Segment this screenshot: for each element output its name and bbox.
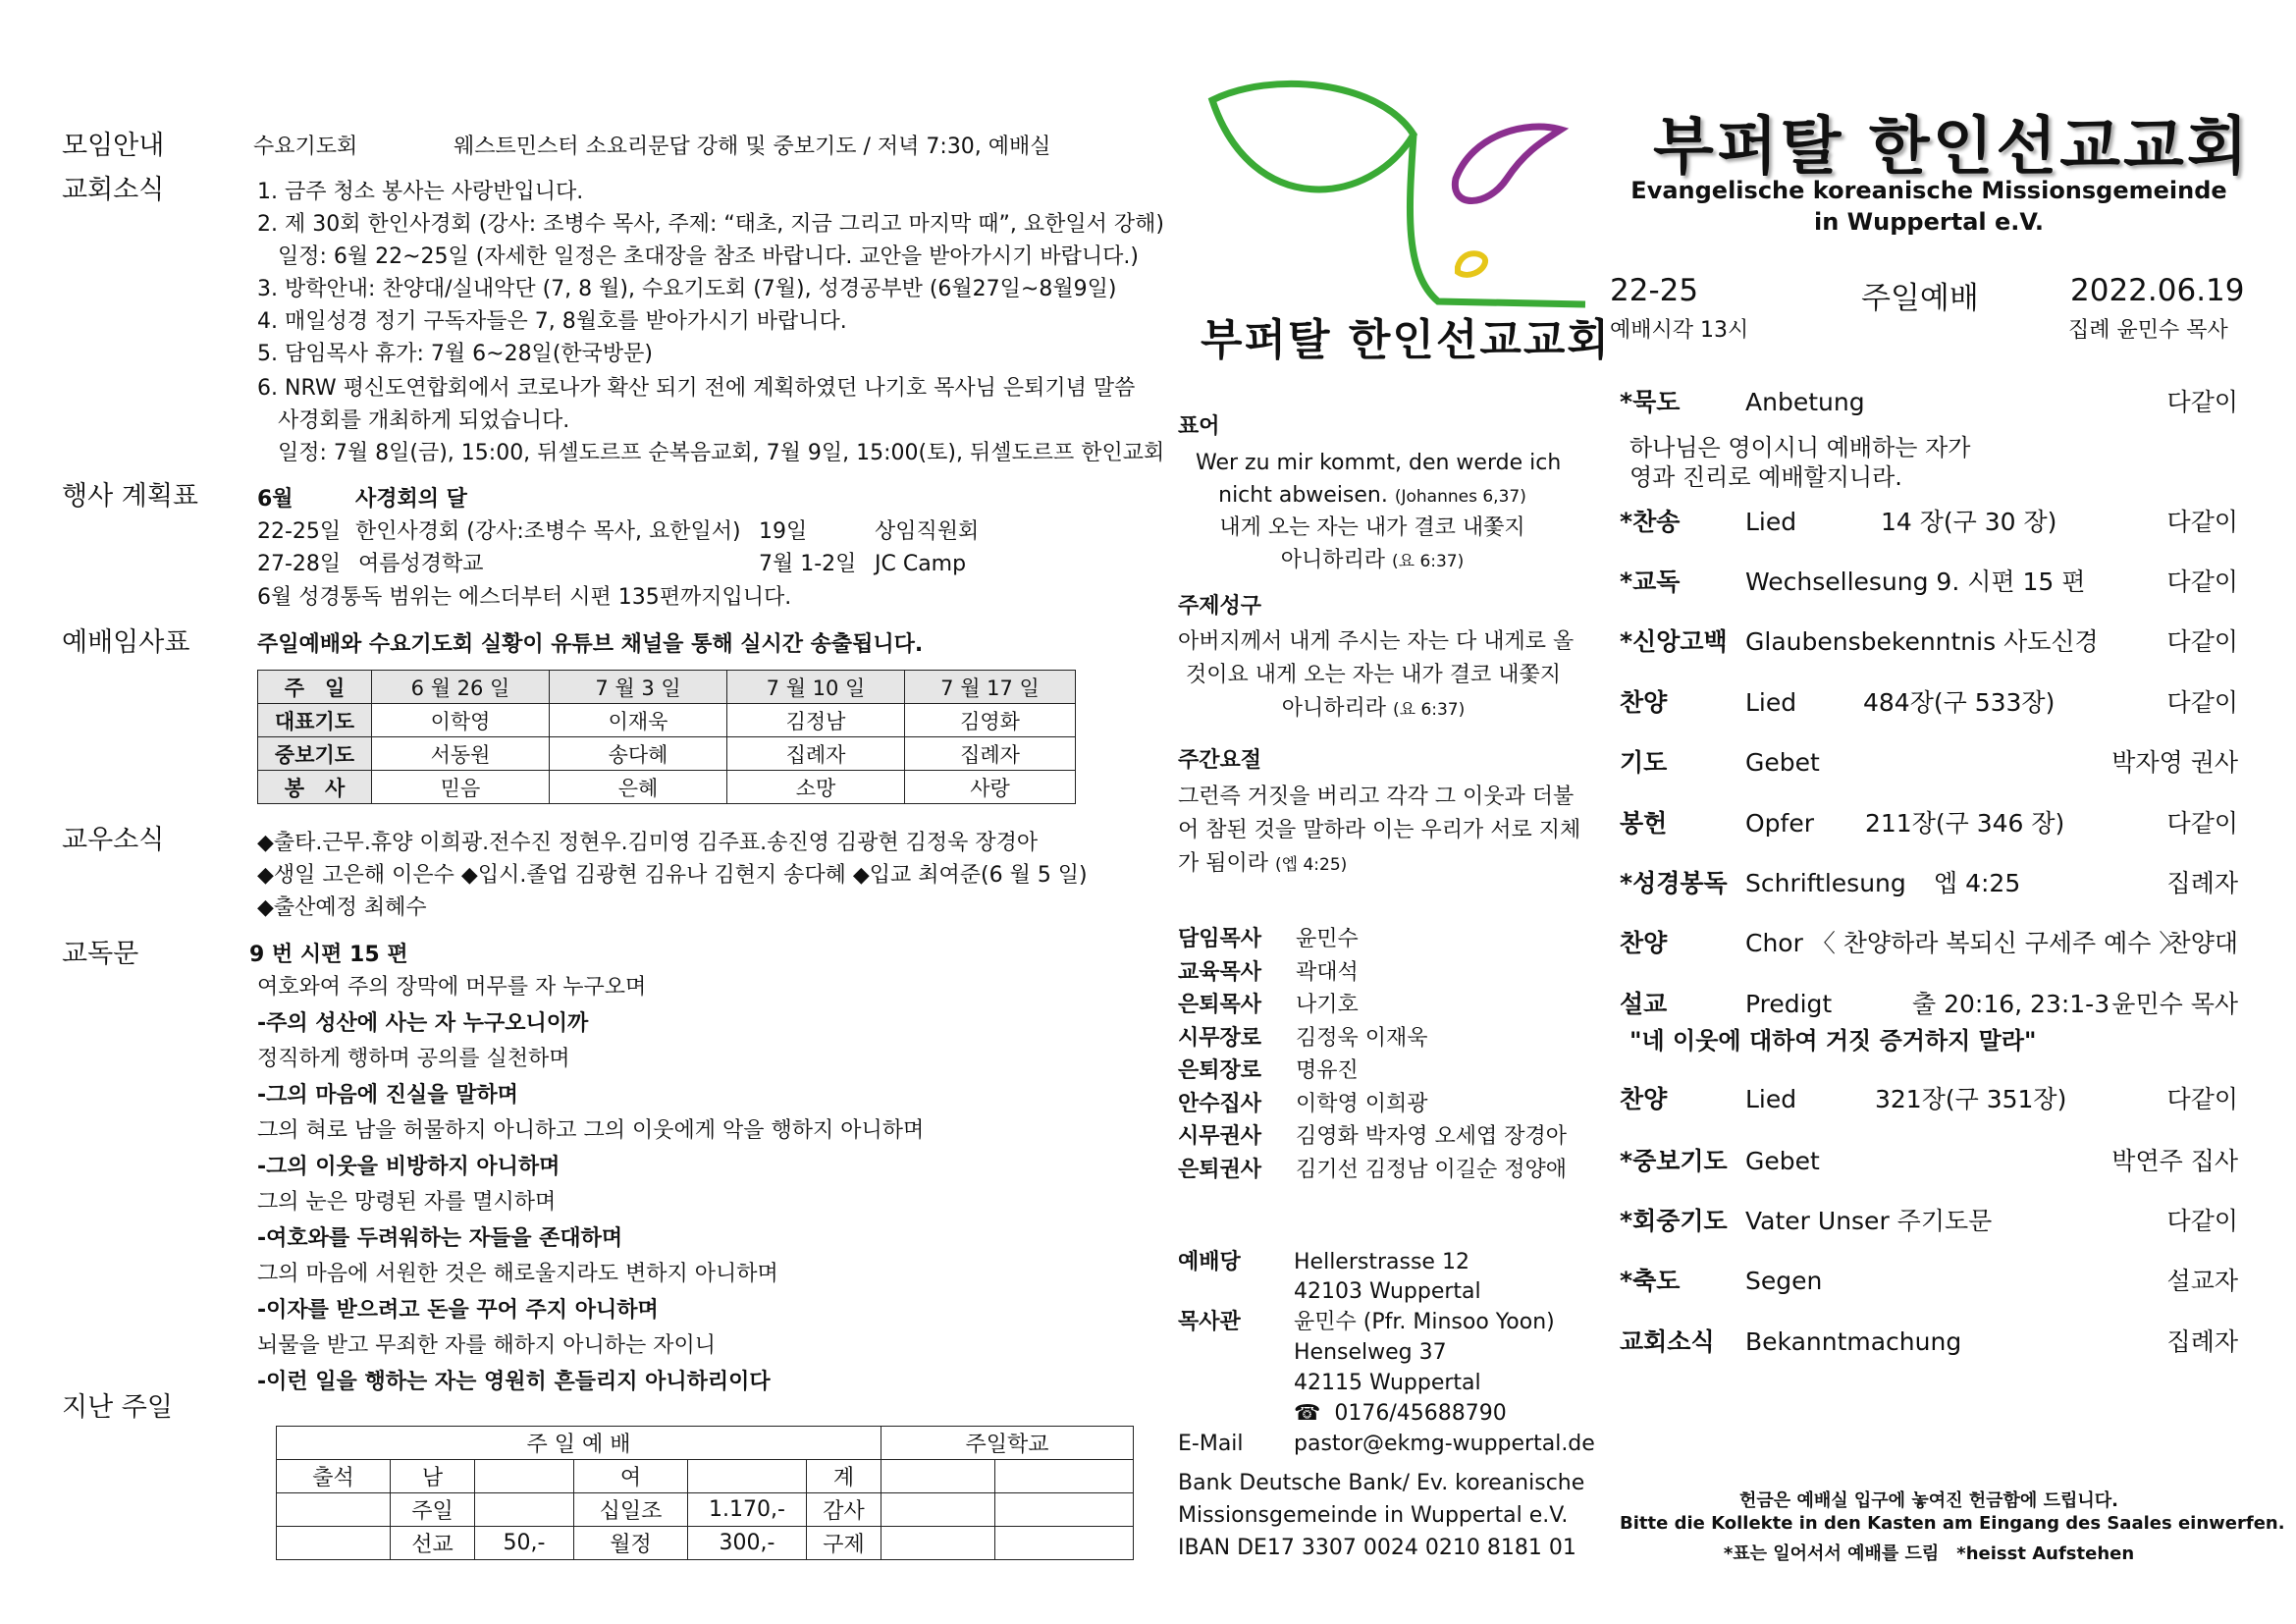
place-line: Hellerstrasse 12 xyxy=(1294,1250,1469,1274)
events-title: 사경회의 달 xyxy=(355,487,467,512)
news-item: 1. 금주 청소 봉사는 사랑반입니다. xyxy=(257,180,584,204)
order-leader: 다같이 xyxy=(2166,568,2238,596)
email-address[interactable]: pastor@ekmg-wuppertal.de xyxy=(1294,1432,1595,1456)
order-label: 봉헌 xyxy=(1620,809,1668,838)
staff-names: 곽대석 xyxy=(1296,959,1359,985)
duty-cell: 김정남 xyxy=(727,704,905,737)
order-item xyxy=(1620,1149,2238,1188)
event-name: 상임직원회 xyxy=(875,519,980,544)
reading-line: 그의 마음에 서원한 것은 해로울지라도 변하지 아니하며 xyxy=(257,1262,778,1286)
motto-line: 내게 오는 자는 내가 결코 내쫓지 xyxy=(1219,515,1525,540)
email-label: E-Mail xyxy=(1178,1432,1244,1456)
offering-cell xyxy=(995,1527,1134,1560)
worship-verse: 영과 진리로 예배할지니라. xyxy=(1629,463,1902,491)
duty-table xyxy=(257,670,1076,804)
order-german: Segen xyxy=(1745,1267,1823,1295)
offering-cell: 선교 xyxy=(391,1527,475,1560)
order-item xyxy=(1620,569,2238,609)
order-leader: 집례자 xyxy=(2166,869,2238,897)
staff-names: 명유진 xyxy=(1296,1058,1359,1083)
weekly-line: 그런즉 거짓을 버리고 각각 그 이웃과 더불 xyxy=(1178,785,1575,809)
members-label: 교우소식 xyxy=(62,825,165,855)
news-item: 4. 매일성경 정기 구독자들은 7, 8월호를 받아가시기 바랍니다. xyxy=(257,309,847,334)
attendance-table xyxy=(276,1426,1134,1560)
logo-text: 부퍼탈 한인선교교회 xyxy=(1201,315,1611,365)
order-label: *회중기도 xyxy=(1620,1207,1728,1235)
order-item xyxy=(1620,931,2238,970)
church-name: 부퍼탈 한인선교교회 xyxy=(1653,111,2251,184)
order-german: Lied xyxy=(1745,688,1797,717)
order-item xyxy=(1620,871,2238,910)
order-leader: 다같이 xyxy=(2166,1207,2238,1235)
offering-cell xyxy=(881,1527,995,1560)
order-detail: 211장(구 346 장) xyxy=(1865,809,2065,838)
motto-line xyxy=(1196,485,1549,507)
staff-names: 김영화 박자영 오세엽 장경아 xyxy=(1296,1124,1568,1149)
order-german: Glaubensbekenntnis 사도신경 xyxy=(1745,627,2099,656)
order-german: Bekanntmachung xyxy=(1745,1327,1962,1356)
order-german: Wechsellesung 9. 시편 15 편 xyxy=(1745,568,2086,596)
logo-leaf-left xyxy=(1212,83,1414,189)
duty-row xyxy=(258,771,1076,804)
order-label: *축도 xyxy=(1620,1267,1681,1295)
staff-role: 담임목사 xyxy=(1178,927,1262,951)
offering-cell: 50,- xyxy=(475,1527,574,1560)
motto-line xyxy=(1196,550,1549,571)
order-german: Chor 〈 찬양하라 복되신 구세주 예수 〉 xyxy=(1745,929,2184,957)
duty-header-row xyxy=(258,671,1076,704)
attendance-cell: 남 xyxy=(391,1460,475,1493)
order-german: Lied xyxy=(1745,1085,1797,1113)
order-label: *교독 xyxy=(1620,568,1681,596)
reading-line: 여호와여 주의 장막에 머무를 자 누구오며 xyxy=(257,975,647,1000)
bank-line: IBAN DE17 3307 0024 0210 8181 01 xyxy=(1178,1536,1576,1560)
phone-icon: ☎ xyxy=(1294,1401,1321,1426)
order-item xyxy=(1620,1087,2238,1126)
weekly-line: 어 참된 것을 말하라 이는 우리가 서로 지체 xyxy=(1178,818,1581,842)
meeting-desc: 웨스트민스터 소요리문답 강해 및 중보기도 / 저녁 7:30, 예배실 xyxy=(454,135,1051,159)
duty-cell: 은혜 xyxy=(550,771,727,804)
duty-note: 주일예배와 수요기도회 실황이 유튜브 채널을 통해 실시간 송출됩니다. xyxy=(257,632,924,657)
meeting-name: 수요기도회 xyxy=(253,135,358,159)
order-item xyxy=(1620,1329,2238,1369)
theme-line: 아버지께서 내게 주시는 자는 다 내게로 올 xyxy=(1178,629,1575,654)
duty-cell: 집례자 xyxy=(727,737,905,771)
offering-cell xyxy=(277,1527,391,1560)
order-leader: 다같이 xyxy=(2166,508,2238,536)
news-item: 사경회를 개최하게 되었습니다. xyxy=(257,408,570,433)
order-leader: 다같이 xyxy=(2166,627,2238,656)
staff-names: 김기선 김정남 이길순 정양애 xyxy=(1296,1157,1568,1182)
attendance-row xyxy=(277,1460,1134,1493)
duty-header-cell: 주 일 xyxy=(258,671,372,704)
pastor-line: 윤민수 (Pfr. Minsoo Yoon) xyxy=(1294,1310,1555,1334)
theme-line: 것이요 내게 오는 자는 내가 결코 내쫓지 xyxy=(1186,663,1561,687)
order-leader: 집례자 xyxy=(2166,1327,2238,1356)
order-german: Schriftlesung xyxy=(1745,869,1906,897)
attendance-header: 주 일 예 배 xyxy=(277,1427,881,1460)
order-item xyxy=(1620,1269,2238,1308)
duty-cell: 집례자 xyxy=(905,737,1076,771)
reading-line: 정직하게 행하며 공의를 실천하며 xyxy=(257,1047,570,1071)
weekly-ref: (엡 4:25) xyxy=(1275,855,1348,875)
service-name: 주일예배 xyxy=(1861,281,1979,316)
reading-line: 그의 눈은 망령된 자를 멸시하며 xyxy=(257,1190,557,1215)
order-item xyxy=(1620,690,2238,730)
offering-cell: 1.170,- xyxy=(688,1493,807,1527)
duty-header-cell: 7 월 3 일 xyxy=(550,671,727,704)
order-german: Gebet xyxy=(1745,1147,1820,1175)
duty-cell: 믿음 xyxy=(372,771,550,804)
pastor-line: 42115 Wuppertal xyxy=(1294,1371,1481,1395)
events-label: 행사 계획표 xyxy=(62,481,198,512)
service-time: 예배시각 13시 xyxy=(1610,318,1749,343)
reading-label: 교독문 xyxy=(62,939,139,969)
order-german: Gebet xyxy=(1745,748,1820,777)
duty-cell: 서동원 xyxy=(372,737,550,771)
order-detail: 엡 4:25 xyxy=(1934,869,2021,897)
weekly-text: 가 됨이라 xyxy=(1178,851,1269,876)
offering-cell: 십일조 xyxy=(574,1493,688,1527)
offering-row xyxy=(277,1527,1134,1560)
reading-line: 그의 혀로 남을 허물하지 아니하고 그의 이웃에게 악을 행하지 아니하며 xyxy=(257,1118,925,1143)
event-date: 22-25일 xyxy=(257,519,342,544)
phone-line xyxy=(1294,1403,1507,1425)
reading-line: -이런 일을 행하는 자는 영원히 흔들리지 아니하리이다 xyxy=(257,1369,771,1394)
order-detail: 14 장(구 30 장) xyxy=(1881,508,2057,536)
officiant: 집례 윤민수 목사 xyxy=(2068,318,2228,343)
duty-header-cell: 6 월 26 일 xyxy=(372,671,550,704)
order-leader: 설교자 xyxy=(2166,1267,2238,1295)
order-item xyxy=(1620,1209,2238,1248)
offering-cell xyxy=(277,1493,391,1527)
attendance-cell xyxy=(688,1460,807,1493)
duty-header-cell: 7 월 17 일 xyxy=(905,671,1076,704)
order-label: *성경봉독 xyxy=(1620,869,1728,897)
members-line: ◆출타.근무.휴양 이희광.전수진 정현우.김미영 김주표.송진영 김광현 김정욱 장경아 xyxy=(257,831,1039,855)
duty-cell: 김영화 xyxy=(905,704,1076,737)
duty-role: 대표기도 xyxy=(258,704,372,737)
news-item: 3. 방학안내: 찬양대/실내악단 (7, 8 월), 수요기도회 (7월), 성경공부반 (6월27일~8월9일) xyxy=(257,277,1117,301)
reading-line: -이자를 받으려고 돈을 꾸어 주지 아니하며 xyxy=(257,1297,659,1323)
motto-text: nicht abweisen. xyxy=(1218,483,1388,508)
order-label: *신앙고백 xyxy=(1620,627,1728,656)
order-leader: 다같이 xyxy=(2166,388,2238,416)
order-german: Anbetung xyxy=(1745,388,1865,416)
duty-cell: 사랑 xyxy=(905,771,1076,804)
logo-seed xyxy=(1458,253,1485,275)
sermon-title: "네 이웃에 대하여 거짓 증거하지 말라" xyxy=(1629,1027,2037,1055)
attendance-cell xyxy=(995,1460,1134,1493)
order-leader: 다같이 xyxy=(2166,688,2238,717)
order-label: 찬양 xyxy=(1620,929,1668,957)
motto-label: 표어 xyxy=(1178,414,1220,439)
order-label: 기도 xyxy=(1620,748,1668,777)
staff-names: 김정욱 이재욱 xyxy=(1296,1025,1428,1051)
event-name: 여름성경학교 xyxy=(358,552,484,576)
order-label: 교회소식 xyxy=(1620,1327,1715,1356)
motto-ref: (Johannes 6,37) xyxy=(1394,487,1526,507)
news-item: 6. NRW 평신도연합회에서 코로나가 확산 되기 전에 계획하였던 나기호 목사님 은퇴기념 말씀 xyxy=(257,376,1136,401)
event-name: JC Camp xyxy=(875,552,967,576)
offering-cell xyxy=(881,1493,995,1527)
motto-text: 아니하리라 xyxy=(1280,548,1385,572)
order-leader: 다같이 xyxy=(2166,1085,2238,1113)
news-item: 일정: 7월 8일(금), 15:00, 뒤셀도르프 순복음교회, 7월 9일, 15:00(토), 뒤셀도르프 한인교회 xyxy=(257,441,1165,465)
offering-cell: 월정 xyxy=(574,1527,688,1560)
pastor-label: 목사관 xyxy=(1178,1310,1241,1334)
school-header: 주일학교 xyxy=(881,1427,1134,1460)
stand-note: *표는 일어서서 예배를 드림 *heisst Aufstehen xyxy=(1723,1543,2135,1564)
order-leader: 다같이 xyxy=(2166,809,2238,838)
event-date: 19일 xyxy=(759,519,808,544)
staff-role: 안수집사 xyxy=(1178,1091,1262,1116)
theme-label: 주제성구 xyxy=(1178,594,1262,619)
order-label: *묵도 xyxy=(1620,388,1681,416)
last-week-label: 지난 주일 xyxy=(62,1392,173,1423)
reading-line: -주의 성산에 사는 자 누구오니이까 xyxy=(257,1010,589,1036)
order-item xyxy=(1620,629,2238,669)
place-label: 예배당 xyxy=(1178,1250,1241,1274)
staff-role: 은퇴장로 xyxy=(1178,1058,1262,1083)
staff-role: 은퇴목사 xyxy=(1178,993,1262,1017)
worship-verse: 하나님은 영이시니 예배하는 자가 xyxy=(1629,434,1971,461)
order-leader: 윤민수 목사 xyxy=(2111,990,2238,1018)
order-german: Vater Unser 주기도문 xyxy=(1745,1207,1993,1235)
duty-cell: 송다혜 xyxy=(550,737,727,771)
order-detail: 321장(구 351장) xyxy=(1875,1085,2067,1113)
duty-role: 중보기도 xyxy=(258,737,372,771)
duty-cell: 이학영 xyxy=(372,704,550,737)
order-german: Opfer xyxy=(1745,809,1815,838)
order-item xyxy=(1620,390,2238,429)
attendance-cell xyxy=(881,1460,995,1493)
offering-cell: 주일 xyxy=(391,1493,475,1527)
news-item: 일정: 6월 22~25일 (자세한 일정은 초대장을 참조 바랍니다. 교안을 받아가시기 바랍니다.) xyxy=(257,244,1139,269)
duty-row xyxy=(258,737,1076,771)
event-date: 7월 1-2일 xyxy=(759,552,857,576)
order-detail: 출 20:16, 23:1-3 xyxy=(1912,990,2110,1018)
staff-role: 교육목사 xyxy=(1178,959,1262,985)
order-leader: 박연주 집사 xyxy=(2111,1147,2238,1175)
motto-line: Wer zu mir kommt, den werde ich xyxy=(1196,451,1562,475)
order-label: 찬양 xyxy=(1620,1085,1668,1113)
logo-leaf-right xyxy=(1455,127,1561,200)
offering-cell xyxy=(995,1493,1134,1527)
staff-names: 윤민수 xyxy=(1296,927,1359,951)
duty-cell: 소망 xyxy=(727,771,905,804)
offering-cell: 300,- xyxy=(688,1527,807,1560)
order-item xyxy=(1620,510,2238,549)
offering-note: 헌금은 예배실 입구에 놓여진 헌금함에 드립니다. xyxy=(1739,1490,2118,1511)
bank-line: Missionsgemeinde in Wuppertal e.V. xyxy=(1178,1503,1569,1528)
attendance-cell: 계 xyxy=(807,1460,881,1493)
order-label: 찬양 xyxy=(1620,688,1668,717)
offering-cell: 구제 xyxy=(807,1527,881,1560)
reading-line: -그의 이웃을 비방하지 아니하며 xyxy=(257,1154,561,1179)
weekly-label: 주간요절 xyxy=(1178,748,1262,773)
offering-note: Bitte die Kollekte in den Kasten am Eingang des Saales einwerfen. xyxy=(1620,1513,2285,1534)
service-date: 2022.06.19 xyxy=(2070,273,2245,308)
staff-role: 은퇴권사 xyxy=(1178,1157,1262,1182)
bank-line: Bank Deutsche Bank/ Ev. koreanische xyxy=(1178,1471,1585,1495)
news-item: 2. 제 30회 한인사경회 (강사: 조병수 목사, 주제: “태초, 지금 그리고 마지막 때”, 요한일서 강해) xyxy=(257,212,1164,237)
duty-row xyxy=(258,704,1076,737)
events-month: 6월 xyxy=(257,487,294,512)
reading-line: -여호와를 두려워하는 자들을 존대하며 xyxy=(257,1225,623,1251)
duty-role: 봉 사 xyxy=(258,771,372,804)
meeting-label: 모임안내 xyxy=(62,131,165,161)
logo-stem xyxy=(1410,135,1585,304)
duty-cell: 이재욱 xyxy=(550,704,727,737)
offering-cell xyxy=(475,1493,574,1527)
duty-label: 예배임사표 xyxy=(62,627,190,658)
pastor-line: Henselweg 37 xyxy=(1294,1340,1447,1365)
order-german: Lied xyxy=(1745,508,1797,536)
staff-role: 시무장로 xyxy=(1178,1025,1262,1051)
order-german: Predigt xyxy=(1745,990,1833,1018)
event-date: 27-28일 xyxy=(257,552,342,576)
place-line: 42103 Wuppertal xyxy=(1294,1279,1481,1304)
attendance-header-row xyxy=(277,1427,1134,1460)
reading-line: -그의 마음에 진실을 말하며 xyxy=(257,1082,518,1108)
theme-text: 아니하리라 xyxy=(1281,696,1386,721)
church-logo xyxy=(1193,61,1595,326)
offering-cell: 감사 xyxy=(807,1493,881,1527)
members-line: ◆출산예정 최혜수 xyxy=(257,895,427,920)
order-label: *찬송 xyxy=(1620,508,1681,536)
order-item xyxy=(1620,750,2238,789)
motto-ref: (요 6:37) xyxy=(1391,552,1465,571)
order-label: 설교 xyxy=(1620,990,1668,1018)
staff-names: 이학영 이희광 xyxy=(1296,1091,1428,1116)
events-note: 6월 성경통독 범위는 에스더부터 시편 135편까지입니다. xyxy=(257,585,792,610)
offering-row xyxy=(277,1493,1134,1527)
attendance-cell: 출석 xyxy=(277,1460,391,1493)
phone-number: 0176/45688790 xyxy=(1334,1401,1507,1426)
theme-ref: (요 6:37) xyxy=(1392,700,1466,720)
attendance-cell xyxy=(475,1460,574,1493)
members-line: ◆생일 고은해 이은수 ◆입시.졸업 김광현 김유나 김현지 송다혜 ◆입교 최여준(6 월 5 일) xyxy=(257,863,1088,888)
reading-line: 뇌물을 받고 무죄한 자를 해하지 아니하는 자이니 xyxy=(257,1333,717,1358)
order-item xyxy=(1620,811,2238,850)
news-label: 교회소식 xyxy=(62,175,165,205)
order-label: *중보기도 xyxy=(1620,1147,1728,1175)
staff-names: 나기호 xyxy=(1296,993,1359,1017)
church-name-de: in Wuppertal e.V. xyxy=(1814,208,2044,236)
church-name-de: Evangelische koreanische Missionsgemeinde xyxy=(1630,177,2227,204)
staff-role: 시무권사 xyxy=(1178,1124,1262,1149)
order-detail: 484장(구 533장) xyxy=(1863,688,2056,717)
week-number: 22-25 xyxy=(1610,273,1699,308)
order-leader: 박자영 권사 xyxy=(2111,748,2238,777)
duty-header-cell: 7 월 10 일 xyxy=(727,671,905,704)
event-name: 한인사경회 (강사:조병수 목사, 요한일서) xyxy=(355,519,741,544)
news-item: 5. 담임목사 휴가: 7월 6~28일(한국방문) xyxy=(257,342,653,366)
theme-line xyxy=(1178,698,1569,720)
reading-title: 9 번 시편 15 편 xyxy=(249,943,408,967)
attendance-cell: 여 xyxy=(574,1460,688,1493)
order-leader: 찬양대 xyxy=(2166,929,2238,957)
weekly-line xyxy=(1178,853,1347,875)
